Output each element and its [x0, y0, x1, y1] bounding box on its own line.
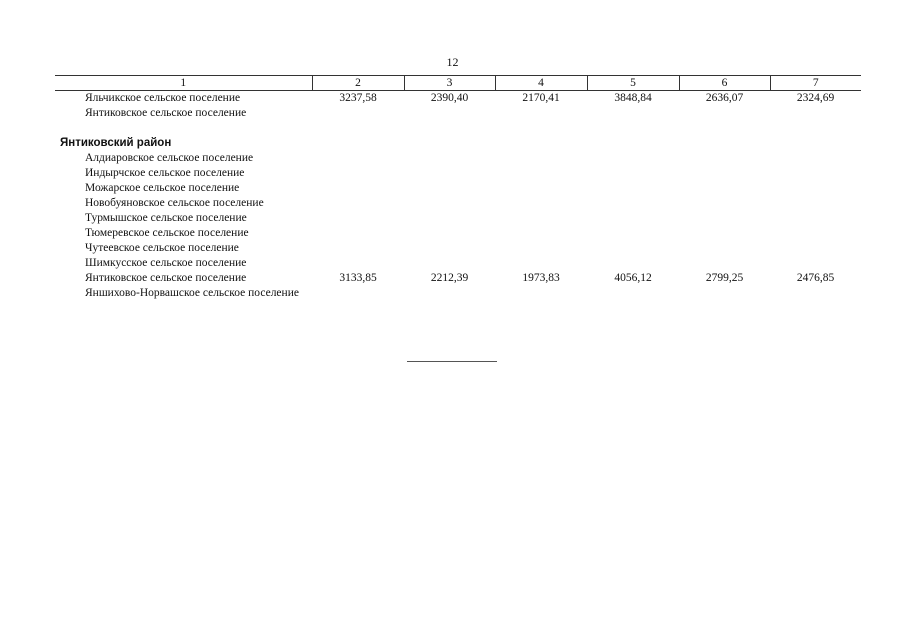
settlement-name: Можарское сельское поселение: [85, 182, 240, 194]
value-cell: [770, 106, 861, 121]
value-cell: [404, 256, 495, 271]
settlement-name: Янтиковское сельское поселение: [85, 107, 247, 119]
value-cell: [495, 286, 587, 301]
value-cell: [679, 151, 770, 166]
value-cell: [587, 286, 679, 301]
value-cell: [679, 256, 770, 271]
value-cell: [495, 106, 587, 121]
value-cell: [404, 241, 495, 256]
table-row: [55, 91, 861, 107]
table-row: [55, 181, 861, 196]
value-cell: [770, 226, 861, 241]
value-cell: [495, 241, 587, 256]
value-cell: [587, 181, 679, 196]
value-cell: [679, 241, 770, 256]
value-cell: [587, 226, 679, 241]
value-cell: [312, 196, 404, 211]
settlement-name: Турмышское сельское поселение: [85, 212, 247, 224]
data-table: [55, 75, 861, 301]
value-cell: [770, 166, 861, 181]
value-cell: [312, 151, 404, 166]
value-cell: [312, 211, 404, 226]
value-cell: [495, 256, 587, 271]
value-cell: [495, 151, 587, 166]
table-row: [55, 151, 861, 166]
value-cell: [404, 151, 495, 166]
table-row: [55, 271, 861, 286]
table-row: [55, 286, 861, 301]
settlement-name: Новобуяновское сельское поселение: [85, 197, 264, 209]
table-row: [55, 106, 861, 121]
value-cell: [770, 181, 861, 196]
value-cell: [770, 241, 861, 256]
value-cell: [770, 196, 861, 211]
value-cell: [587, 211, 679, 226]
value-cell: [770, 211, 861, 226]
value-cell: [404, 106, 495, 121]
value-cell: [404, 226, 495, 241]
end-divider: [407, 361, 497, 362]
column-header: 1: [55, 76, 312, 91]
value-cell: [312, 256, 404, 271]
value-cell: [312, 166, 404, 181]
settlement-name: Янтиковское сельское поселение: [85, 272, 247, 284]
value-cell: [587, 106, 679, 121]
column-header: 3: [404, 76, 495, 91]
column-header: 5: [587, 76, 679, 91]
value-cell: [587, 241, 679, 256]
value-cell: [679, 166, 770, 181]
value-cell: [587, 166, 679, 181]
value-cell: 2212,39: [430, 272, 469, 284]
district-row: [55, 121, 861, 151]
settlement-name: Чутеевское сельское поселение: [85, 242, 239, 254]
table-row: [55, 196, 861, 211]
settlement-name: Индырчское сельское поселение: [85, 167, 245, 179]
value-cell: [770, 256, 861, 271]
district-heading: Янтиковский район: [60, 137, 172, 149]
value-cell: 2324,69: [796, 92, 835, 104]
column-header: 4: [495, 76, 587, 91]
column-header: 7: [770, 76, 861, 91]
value-cell: [312, 226, 404, 241]
value-cell: [312, 181, 404, 196]
value-cell: [312, 241, 404, 256]
table-row: [55, 256, 861, 271]
value-cell: 3133,85: [339, 272, 377, 284]
value-cell: [404, 181, 495, 196]
value-cell: 2799,25: [705, 272, 744, 284]
value-cell: [587, 151, 679, 166]
page-number: 12: [446, 55, 459, 69]
value-cell: [679, 286, 770, 301]
value-cell: [770, 151, 861, 166]
value-cell: [587, 256, 679, 271]
value-cell: [495, 166, 587, 181]
value-cell: [404, 196, 495, 211]
value-cell: [495, 181, 587, 196]
value-cell: [679, 106, 770, 121]
value-cell: [404, 166, 495, 181]
value-cell: 2390,40: [430, 92, 469, 104]
value-cell: [679, 181, 770, 196]
value-cell: [495, 211, 587, 226]
settlement-name: Яншихово-Норвашское сельское поселение: [85, 287, 299, 299]
value-cell: [495, 196, 587, 211]
table-row: [55, 166, 861, 181]
table-row: [55, 241, 861, 256]
value-cell: 3848,84: [614, 92, 652, 104]
value-cell: 2636,07: [705, 92, 744, 104]
value-cell: [495, 226, 587, 241]
value-cell: [770, 286, 861, 301]
value-cell: 2476,85: [796, 272, 835, 284]
column-header: 2: [312, 76, 404, 91]
value-cell: [312, 286, 404, 301]
header-row: [55, 76, 861, 91]
value-cell: [312, 106, 404, 121]
column-header: 6: [679, 76, 770, 91]
value-cell: 3237,58: [339, 92, 377, 104]
value-cell: [679, 196, 770, 211]
table-row: [55, 211, 861, 226]
value-cell: 2170,41: [522, 92, 560, 104]
value-cell: [679, 211, 770, 226]
value-cell: [404, 211, 495, 226]
settlement-name: Яльчикское сельское поселение: [85, 92, 241, 104]
settlement-name: Алдиаровское сельское поселение: [85, 152, 254, 164]
settlement-name: Шимкусское сельское поселение: [85, 257, 247, 269]
value-cell: 4056,12: [614, 272, 652, 284]
value-cell: 1973,83: [522, 272, 560, 284]
table-row: [55, 226, 861, 241]
value-cell: [404, 286, 495, 301]
settlement-name: Тюмеревское сельское поселение: [85, 227, 249, 239]
value-cell: [587, 196, 679, 211]
value-cell: [679, 226, 770, 241]
